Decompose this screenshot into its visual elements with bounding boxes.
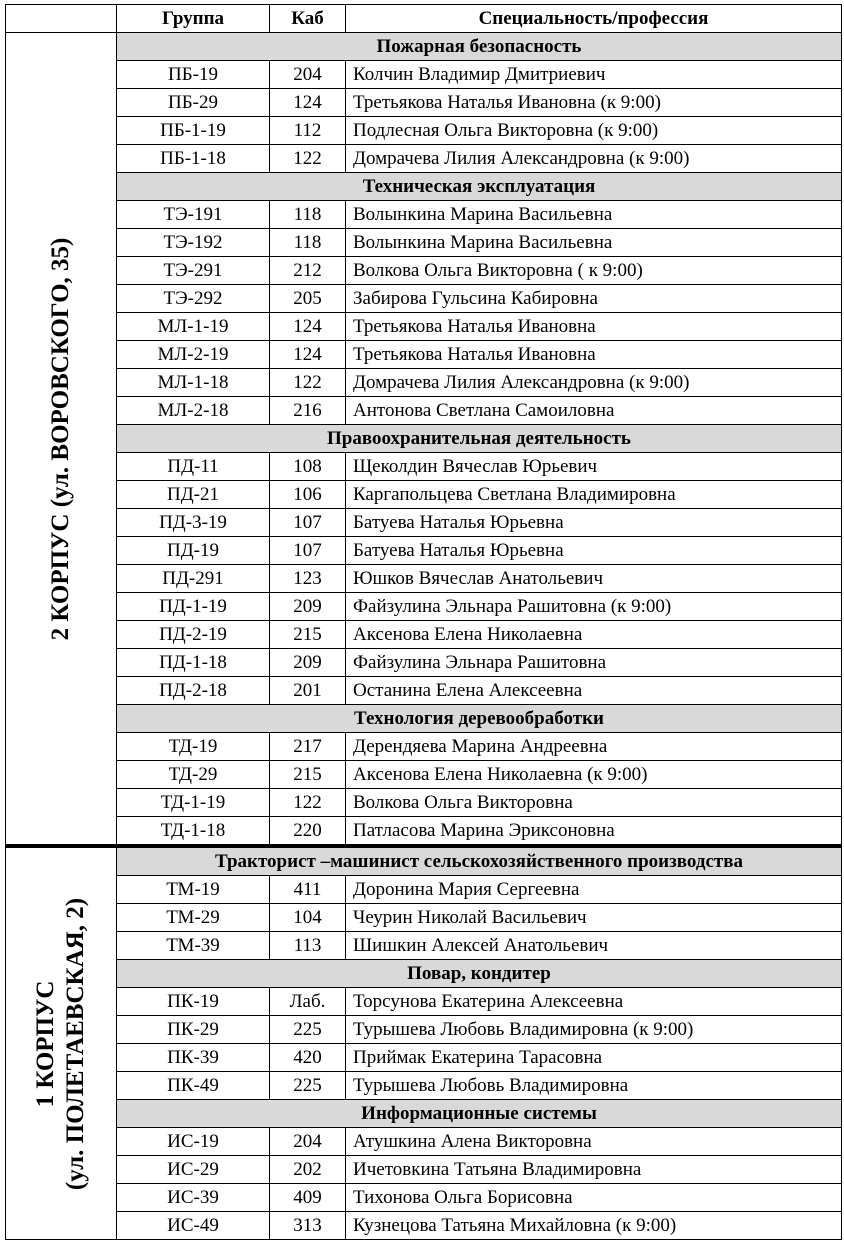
cab-cell: 204	[270, 61, 346, 89]
teacher-cell: Щеколдин Вячеслав Юрьевич	[346, 453, 842, 481]
group-cell: ТМ-19	[117, 876, 270, 904]
section-row	[6, 425, 842, 453]
table-row	[6, 341, 842, 369]
section-title: Повар, кондитер	[117, 960, 842, 988]
teacher-cell: Тихонова Ольга Борисовна	[346, 1184, 842, 1212]
group-cell: ТД-1-19	[117, 789, 270, 817]
cab-cell: 204	[270, 1128, 346, 1156]
table-row	[6, 649, 842, 677]
teacher-cell: Доронина Мария Сергеевна	[346, 876, 842, 904]
group-cell: ПД-19	[117, 537, 270, 565]
teacher-cell: Файзулина Эльнара Рашитовна (к 9:00)	[346, 593, 842, 621]
table-row	[6, 117, 842, 145]
teacher-cell: Волкова Ольга Викторовна ( к 9:00)	[346, 257, 842, 285]
teacher-cell: Каргапольцева Светлана Владимировна	[346, 481, 842, 509]
table-row	[6, 817, 842, 847]
cab-cell: 313	[270, 1212, 346, 1240]
cab-cell: 209	[270, 593, 346, 621]
teacher-cell: Турышева Любовь Владимировна (к 9:00)	[346, 1016, 842, 1044]
group-cell: ПБ-29	[117, 89, 270, 117]
cab-cell: 124	[270, 313, 346, 341]
cab-cell: 212	[270, 257, 346, 285]
table-row	[6, 1212, 842, 1240]
group-cell: МЛ-2-18	[117, 397, 270, 425]
schedule-table	[5, 4, 842, 1240]
table-row	[6, 397, 842, 425]
header-cab: Каб	[270, 5, 346, 33]
teacher-cell: Домрачева Лилия Александровна (к 9:00)	[346, 145, 842, 173]
cab-cell: 104	[270, 904, 346, 932]
table-row	[6, 537, 842, 565]
group-cell: ИС-49	[117, 1212, 270, 1240]
teacher-cell: Подлесная Ольга Викторовна (к 9:00)	[346, 117, 842, 145]
group-cell: ПД-11	[117, 453, 270, 481]
teacher-cell: Колчин Владимир Дмитриевич	[346, 61, 842, 89]
teacher-cell: Домрачева Лилия Александровна (к 9:00)	[346, 369, 842, 397]
campus-label	[6, 33, 117, 847]
cab-cell: 124	[270, 89, 346, 117]
section-title: Тракторист –машинист сельскохозяйственного производства	[117, 846, 842, 876]
cab-cell: 209	[270, 649, 346, 677]
cab-cell: 108	[270, 453, 346, 481]
section-title: Пожарная безопасность	[117, 33, 842, 61]
table-row	[6, 257, 842, 285]
table-row	[6, 89, 842, 117]
teacher-cell: Забирова Гульсина Кабировна	[346, 285, 842, 313]
teacher-cell: Волынкина Марина Васильевна	[346, 229, 842, 257]
section-row	[6, 705, 842, 733]
section-row	[6, 173, 842, 201]
cab-cell: 122	[270, 145, 346, 173]
group-cell: ТЭ-192	[117, 229, 270, 257]
group-cell: ПК-49	[117, 1072, 270, 1100]
cab-cell: 118	[270, 229, 346, 257]
cab-cell: 123	[270, 565, 346, 593]
header-row	[6, 5, 842, 33]
table-row	[6, 565, 842, 593]
cab-cell: 420	[270, 1044, 346, 1072]
table-row	[6, 1016, 842, 1044]
section-title: Технология деревообработки	[117, 705, 842, 733]
table-row	[6, 369, 842, 397]
table-row	[6, 904, 842, 932]
section-title: Правоохранительная деятельность	[117, 425, 842, 453]
cab-cell: 113	[270, 932, 346, 960]
group-cell: ПД-2-19	[117, 621, 270, 649]
teacher-cell: Патласова Марина Эриксоновна	[346, 817, 842, 847]
cab-cell: 202	[270, 1156, 346, 1184]
section-title: Информационные системы	[117, 1100, 842, 1128]
teacher-cell: Батуева Наталья Юрьевна	[346, 509, 842, 537]
group-cell: ПК-39	[117, 1044, 270, 1072]
group-cell: ТМ-29	[117, 904, 270, 932]
teacher-cell: Антонова Светлана Самоиловна	[346, 397, 842, 425]
cab-cell: 216	[270, 397, 346, 425]
section-row	[6, 33, 842, 61]
group-cell: ПД-2-18	[117, 677, 270, 705]
table-row	[6, 1128, 842, 1156]
teacher-cell: Останина Елена Алексеевна	[346, 677, 842, 705]
group-cell: ТЭ-291	[117, 257, 270, 285]
teacher-cell: Батуева Наталья Юрьевна	[346, 537, 842, 565]
schedule-body	[6, 33, 842, 1240]
campus-label-text	[46, 237, 76, 640]
group-cell: ПБ-19	[117, 61, 270, 89]
group-cell: ТЭ-191	[117, 201, 270, 229]
group-cell: ТД-19	[117, 733, 270, 761]
table-row	[6, 453, 842, 481]
table-row	[6, 145, 842, 173]
group-cell: ТМ-39	[117, 932, 270, 960]
cab-cell: 225	[270, 1016, 346, 1044]
cab-cell: 220	[270, 817, 346, 847]
table-row	[6, 509, 842, 537]
teacher-cell: Волкова Ольга Викторовна	[346, 789, 842, 817]
cab-cell: 217	[270, 733, 346, 761]
cab-cell: 122	[270, 369, 346, 397]
teacher-cell: Третьякова Наталья Ивановна (к 9:00)	[346, 89, 842, 117]
cab-cell: 215	[270, 761, 346, 789]
group-cell: ИС-19	[117, 1128, 270, 1156]
teacher-cell: Аксенова Елена Николаевна (к 9:00)	[346, 761, 842, 789]
group-cell: ИС-39	[117, 1184, 270, 1212]
teacher-cell: Юшков Вячеслав Анатольевич	[346, 565, 842, 593]
cab-cell: 107	[270, 509, 346, 537]
teacher-cell: Аксенова Елена Николаевна	[346, 621, 842, 649]
campus-label-line: (ул. ПОЛЕТАЕВСКАЯ, 2)	[62, 897, 89, 1190]
cab-cell: 124	[270, 341, 346, 369]
teacher-cell: Турышева Любовь Владимировна	[346, 1072, 842, 1100]
table-row	[6, 1184, 842, 1212]
header-specialty: Специальность/профессия	[346, 5, 842, 33]
header-group: Группа	[117, 5, 270, 33]
cab-cell: 201	[270, 677, 346, 705]
group-cell: ПД-1-19	[117, 593, 270, 621]
cab-cell: 215	[270, 621, 346, 649]
group-cell: МЛ-1-19	[117, 313, 270, 341]
section-title: Техническая эксплуатация	[117, 173, 842, 201]
table-row	[6, 761, 842, 789]
group-cell: ИС-29	[117, 1156, 270, 1184]
campus-label-line: 1 КОРПУС	[32, 980, 59, 1107]
cab-cell: Лаб.	[270, 988, 346, 1016]
campus-label	[6, 846, 117, 1240]
teacher-cell: Торсунова Екатерина Алексеевна	[346, 988, 842, 1016]
campus-label-text	[31, 897, 91, 1189]
teacher-cell: Атушкина Алена Викторовна	[346, 1128, 842, 1156]
table-row	[6, 932, 842, 960]
teacher-cell: Ичетовкина Татьяна Владимировна	[346, 1156, 842, 1184]
table-row	[6, 593, 842, 621]
table-row	[6, 481, 842, 509]
table-row	[6, 1156, 842, 1184]
group-cell: ТД-29	[117, 761, 270, 789]
cab-cell: 409	[270, 1184, 346, 1212]
header-side	[6, 5, 117, 33]
teacher-cell: Дерендяева Марина Андреевна	[346, 733, 842, 761]
section-row	[6, 960, 842, 988]
teacher-cell: Шишкин Алексей Анатольевич	[346, 932, 842, 960]
table-row	[6, 677, 842, 705]
teacher-cell: Кузнецова Татьяна Михайловна (к 9:00)	[346, 1212, 842, 1240]
table-row	[6, 285, 842, 313]
table-row	[6, 201, 842, 229]
teacher-cell: Файзулина Эльнара Рашитовна	[346, 649, 842, 677]
group-cell: МЛ-2-19	[117, 341, 270, 369]
section-row	[6, 1100, 842, 1128]
table-row	[6, 789, 842, 817]
cab-cell: 106	[270, 481, 346, 509]
table-row	[6, 313, 842, 341]
group-cell: ПБ-1-19	[117, 117, 270, 145]
teacher-cell: Волынкина Марина Васильевна	[346, 201, 842, 229]
cab-cell: 122	[270, 789, 346, 817]
cab-cell: 205	[270, 285, 346, 313]
table-row	[6, 1044, 842, 1072]
campus-label-line: 2 КОРПУС (ул. ВОРОВСКОГО, 35)	[47, 237, 74, 640]
cab-cell: 225	[270, 1072, 346, 1100]
table-row	[6, 988, 842, 1016]
group-cell: ПБ-1-18	[117, 145, 270, 173]
group-cell: МЛ-1-18	[117, 369, 270, 397]
group-cell: ПК-29	[117, 1016, 270, 1044]
cab-cell: 107	[270, 537, 346, 565]
teacher-cell: Третьякова Наталья Ивановна	[346, 341, 842, 369]
cab-cell: 411	[270, 876, 346, 904]
table-row	[6, 229, 842, 257]
group-cell: ТЭ-292	[117, 285, 270, 313]
group-cell: ПД-1-18	[117, 649, 270, 677]
table-row	[6, 876, 842, 904]
section-row	[6, 846, 842, 876]
table-row	[6, 621, 842, 649]
group-cell: ПД-3-19	[117, 509, 270, 537]
group-cell: ПД-21	[117, 481, 270, 509]
table-row	[6, 733, 842, 761]
cab-cell: 118	[270, 201, 346, 229]
table-row	[6, 1072, 842, 1100]
teacher-cell: Чеурин Николай Васильевич	[346, 904, 842, 932]
table-row	[6, 61, 842, 89]
group-cell: ТД-1-18	[117, 817, 270, 847]
group-cell: ПД-291	[117, 565, 270, 593]
cab-cell: 112	[270, 117, 346, 145]
group-cell: ПК-19	[117, 988, 270, 1016]
teacher-cell: Приймак Екатерина Тарасовна	[346, 1044, 842, 1072]
teacher-cell: Третьякова Наталья Ивановна	[346, 313, 842, 341]
